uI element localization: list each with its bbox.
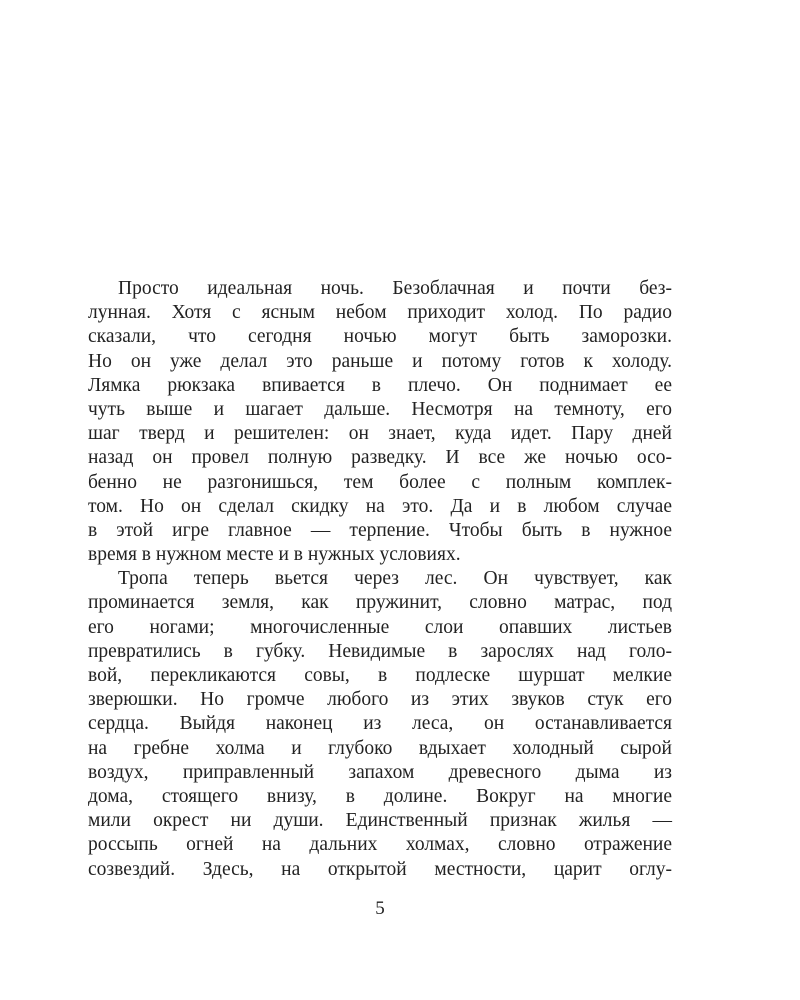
text-line: мили окрест ни души. Единственный признак жилья —	[88, 810, 672, 832]
text-line: превратились в губку. Невидимые в зарослях над голо-	[88, 640, 672, 662]
text-line: назад он провел полную разведку. И все же ночью осо-	[88, 447, 672, 469]
text-line: его ногами; многочисленные слои опавших листьев	[88, 616, 672, 638]
text-line: дома, стоящего внизу, в долине. Вокруг на многие	[88, 785, 672, 807]
text-line: шаг тверд и решителен: он знает, куда идет. Пару дней	[88, 423, 672, 445]
text-line: в этой игре главное — терпение. Чтобы быть в нужное	[88, 519, 672, 541]
text-line: том. Но он сделал скидку на это. Да и в любом случае	[88, 495, 672, 517]
text-line: Лямка рюкзака впивается в плечо. Он поднимает ее	[88, 374, 672, 396]
text-line: зверюшки. Но громче любого из этих звуков стук его	[88, 689, 672, 711]
text-line: Просто идеальная ночь. Безоблачная и почти без-	[118, 278, 672, 299]
text-line: бенно не разгонишься, тем более с полным комплек-	[88, 471, 672, 493]
text-line: созвездий. Здесь, на открытой местности, царит оглу-	[88, 858, 672, 880]
text-line: на гребне холма и глубоко вдыхает холодный сырой	[88, 737, 672, 759]
body-text	[88, 277, 672, 882]
paragraph	[88, 277, 672, 567]
text-line: воздух, приправленный запахом древесного дыма из	[88, 761, 672, 783]
paragraph	[88, 567, 672, 881]
text-line: вой, перекликаются совы, в подлеске шуршат мелкие	[88, 665, 672, 686]
text-line: Тропа теперь вьется через лес. Он чувствует, как	[118, 568, 672, 590]
text-line: россыпь огней на дальних холмах, словно отражение	[88, 834, 672, 856]
text-line: сердца. Выйдя наконец из леса, он останавливается	[88, 713, 672, 735]
text-line: проминается земля, как пружинит, словно матрас, под	[88, 592, 672, 614]
text-line: сказали, что сегодня ночью могут быть заморозки.	[88, 326, 672, 348]
text-line: чуть выше и шагает дальше. Несмотря на темноту, его	[88, 398, 672, 420]
text-line: время в нужном месте и в нужных условиях.	[88, 544, 461, 566]
page-number: 5	[375, 898, 385, 919]
text-line: лунная. Хотя с ясным небом приходит холод. По радио	[88, 302, 672, 324]
text-line: Но он уже делал это раньше и потому готов к холоду.	[88, 350, 672, 372]
